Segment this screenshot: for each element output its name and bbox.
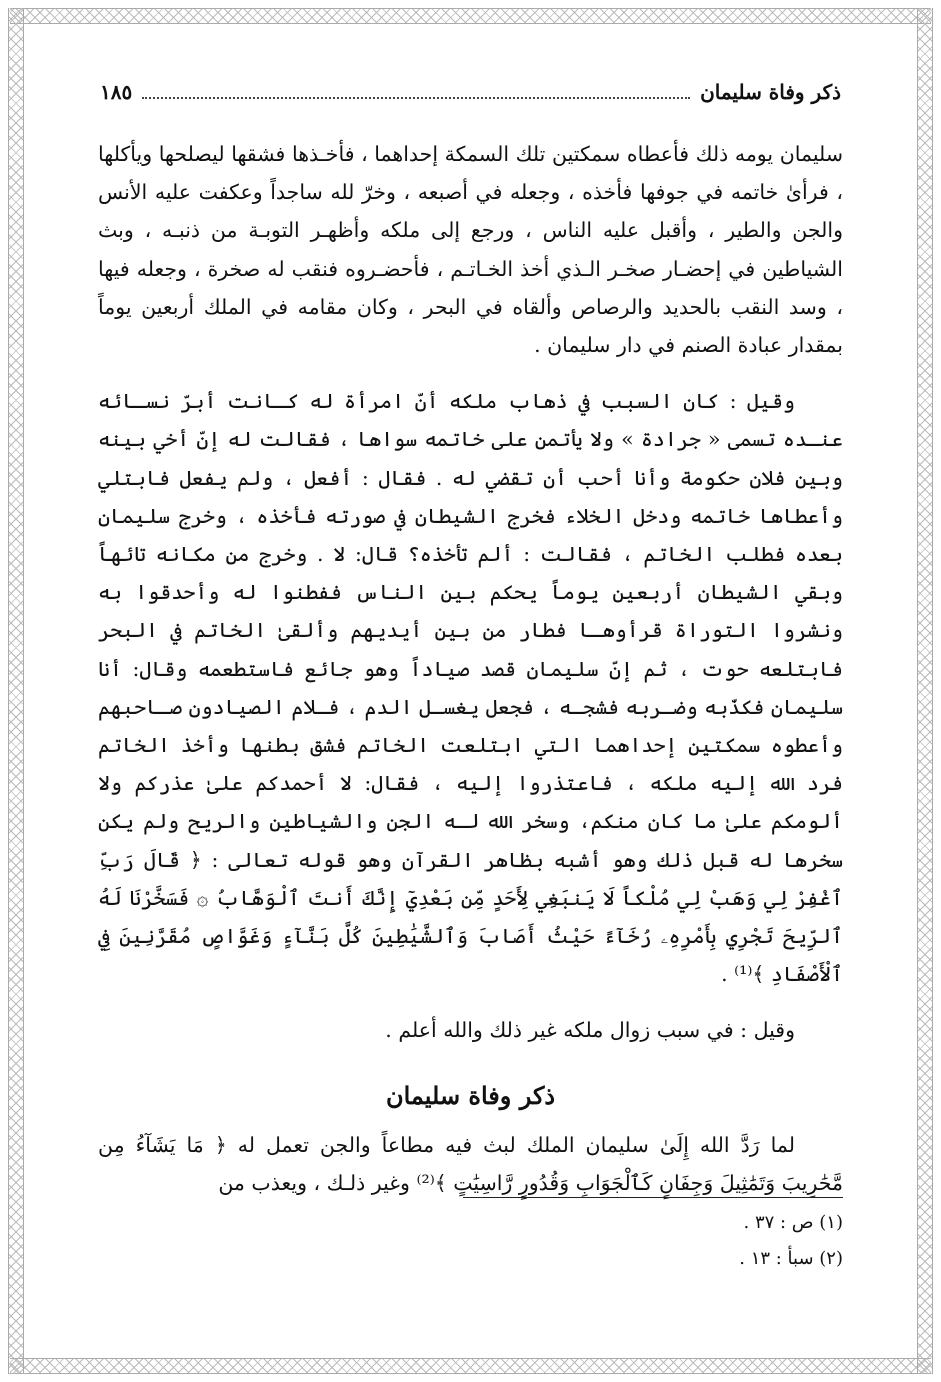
footnote: (٢) سبأ : ١٣ . xyxy=(739,1248,843,1269)
body-text xyxy=(98,135,843,1202)
footnote-separator xyxy=(463,1197,843,1198)
paragraph: سليمان يومه ذلك فأعطاه سمكتين تلك السمكة إحداهما ، فأخـذها فشقها ليصلحها ويأكلها ، فرأىٰ خاتمه في جوفها فأخذه ، وجعله في أصبعه ، وخرّ لله ساجداً وعكفت عليه الأنس والجن والطير ، وأقبل عليه الناس ، ورجع إلى ملكه وأظهـر التوبـة من ذنبـه ، وبث الشياطين في إحضـار صخـر الـذي أخذ الخـاتـم ، فأحضـروه فنقب له صخرة ، وجعله فيها ، وسد النقب بالحديد والرصاص وألقاه في البحر ، وكان مقامه في الملك أربعين يوماً بمقدار عبادة الصنم في دار سليمان . xyxy=(98,142,843,358)
section-heading: ذكر وفاة سليمان xyxy=(385,1080,556,1110)
running-header xyxy=(100,80,841,104)
paragraph: وقيل : في سبب زوال ملكه غير ذلك والله أعلم . xyxy=(385,1018,795,1043)
footnotes xyxy=(98,1205,843,1277)
header-dotted-leader xyxy=(142,85,690,99)
paragraph: وقيل : كان السبب في ذهاب ملكه أنّ امرأة له كـانت أبرّ نسـائه عنـده تسمى « جرادة » ولا يأتمن على خاتمه سواها ، فقالت له إنّ أخي بينه وبين فلان حكومة وأنا أحب أن تقضي له . فقال : أفعل ، ولم يفعل فابتلي وأعطاها خاتمه ودخل الخلاء فخرج الشيطان في صورته فأخذه ، وخرج سليمان بعده فطلب الخاتم ، فقالت : ألم تأخذه؟ قال: لا . وخرج من مكانه تائهاً وبقي الشيطان أربعين يوماً يحكم بين الناس ففطنوا له وأحدقوا به ونشروا التوراة قرأوهـا فطار من بين أيديهم وألقىٰ الخاتم في البحر فابتلعه حوت ، ثم إنّ سليمان قصد صياداً وهو جائع فاستطعمه وقال: أنا سليمان فكذّبه وضـربه فشجـه ، فجعل يغسـل الدم ، فـلام الصيادون صـاحبهم وأعطوه سمكتين إحداهما التي ابتلعت الخاتم فشق بطنها وأخذ الخاتم فرد الله إليه ملكه ، فاعتذروا إليه ، فقال: لا أحمدكم علىٰ عذركم ولا ألومكم علىٰ ما كان منكم، وسخر الله لـه الجن والشياطين والريح ولم يكن سخرها له قبل ذلك وهو أشبه بظاهر القرآن وهو قوله تعالى : ﴿ قَالَ رَبِّ ٱغْفِرْ لِي وَهَبْ لِي مُلْكاً لَا يَنبَغِي لِأَحَدٍ مِّن بَعْدِيٓ إِنَّكَ أَنتَ ٱلْوَهَّابُ ۞ فَسَخَّرْنَا لَهُ ٱلرِّيحَ تَجْرِي بِأَمْرِهِۦ رُخَآءً حَيْثُ أَصَابَ وَٱلشَّيَٰطِينَ كُلَّ بَنَّآءٍ وَغَوَّاصٍ مُقَرَّنِينَ فِي ٱلْأَصْفَادِ ﴾⁽¹⁾ . xyxy=(98,389,843,987)
footnote: (١) ص : ٣٧ . xyxy=(743,1212,843,1233)
ornamental-border-right xyxy=(917,8,933,1374)
ornamental-border-left xyxy=(8,8,24,1374)
page-number: ١٨٥ xyxy=(100,80,133,104)
running-title: ذكر وفاة سليمان xyxy=(700,80,841,104)
ornamental-border-top xyxy=(10,8,931,24)
ornamental-border-bottom xyxy=(10,1358,931,1374)
paragraph: لما رَدَّ الله إِلَىٰ سليمان الملك لبث فيه مطاعاً والجن تعمل له ﴿ مَا يَشَآءُ مِن مَّحَٰرِيبَ وَتَمَٰثِيلَ وَجِفَانٍ كَٱلْجَوَابِ وَقُدُورٍ رَّاسِيَٰتٍ ﴾⁽²⁾ وغير ذلـك ، ويعذب من xyxy=(98,1132,843,1195)
